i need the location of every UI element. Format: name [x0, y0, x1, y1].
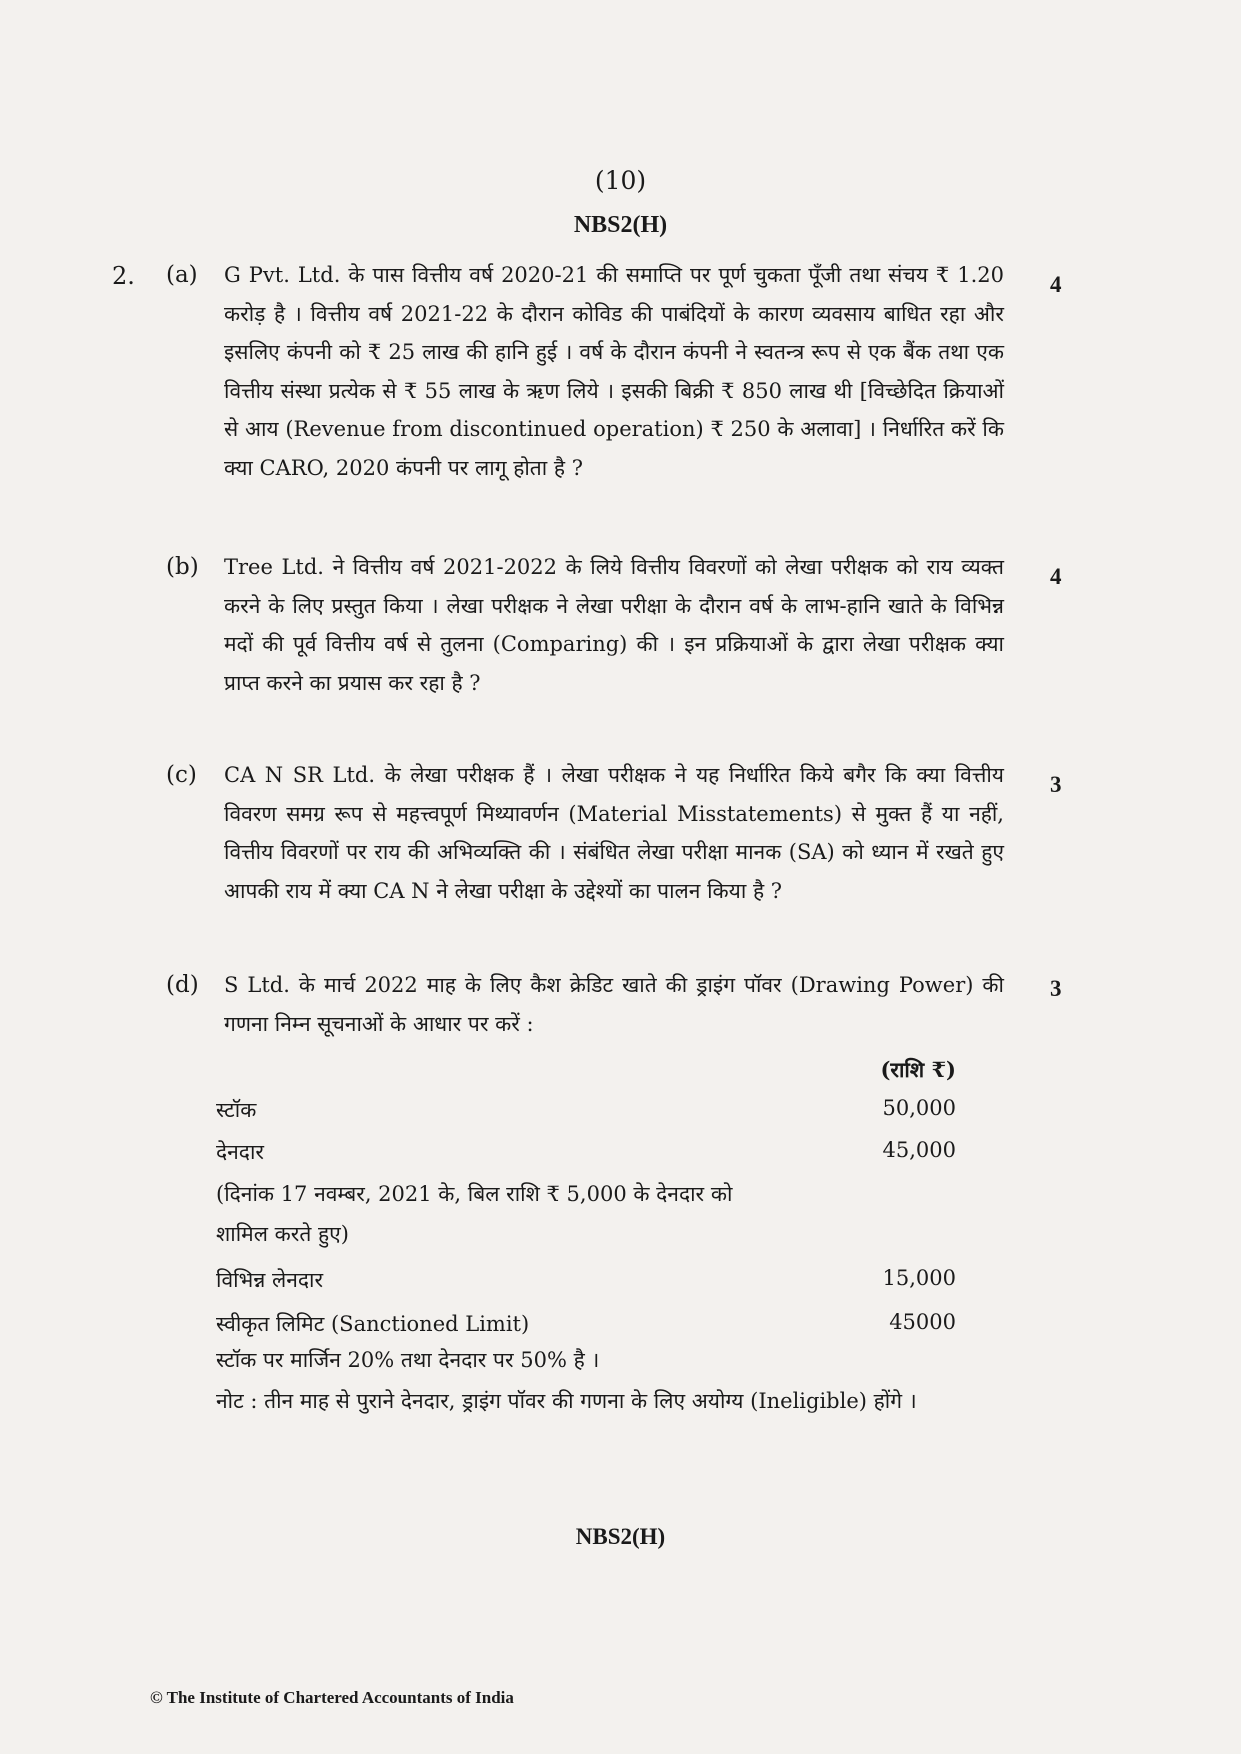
table-row — [216, 1138, 956, 1174]
part-text: G Pvt. Ltd. के पास वित्तीय वर्ष 2020-21 की समाप्ति पर पूर्ण चुकता पूँजी तथा संचय ₹ 1.20 करोड़ है । वित्तीय वर्ष 2021-22 के दौरान कोविड की पाबंदियों के कारण व्यवसाय बाधित रहा और इसलिए कंपनी को ₹ 25 लाख की हानि हुई । वर्ष के दौरान कंपनी ने स्वतन्त्र रूप से एक बैंक तथा एक वित्तीय संस्था प्रत्येक से ₹ 55 लाख के ऋण लिये । इसकी बिक्री ₹ 850 लाख थी [विच्छेदित क्रियाओं से आय (Revenue from discontinued operation) ₹ 250 के अलावा] । निर्धारित करें कि क्या CARO, 2020 कंपनी पर लागू होता है ? — [224, 263, 1004, 480]
debtors-label: देनदार — [216, 1140, 264, 1164]
table-header-row — [216, 1056, 956, 1092]
copyright-footer: © The Institute of Chartered Accountants of India — [150, 1688, 514, 1707]
limit-amount: 45000 — [889, 1310, 956, 1334]
part-text: Tree Ltd. ने वित्तीय वर्ष 2021-2022 के लिये वित्तीय विवरणों को लेखा परीक्षक को राय व्यक्त करने के लिए प्रस्तुत किया । लेखा परीक्षक ने लेखा परीक्षा के दौरान वर्ष के लाभ-हानि खाते के विभिन्न मदों की पूर्व वित्तीय वर्ष से तुलना (Comparing) की । इन प्रक्रियाओं के द्वारा लेखा परीक्षक क्या प्राप्त करने का प्रयास कर रहा है ? — [224, 555, 1004, 695]
page-number: (10) — [594, 166, 647, 195]
marks-d: 3 — [1050, 976, 1062, 1001]
part-label: (c) — [166, 762, 197, 788]
marks-b: 4 — [1050, 564, 1062, 589]
part-label: (d) — [166, 972, 199, 998]
paper-code-header: NBS2(H) — [573, 212, 668, 238]
marks-c: 3 — [1050, 772, 1062, 797]
debtors-amount: 45,000 — [882, 1138, 956, 1162]
part-label: (b) — [166, 554, 199, 580]
table-row — [216, 1266, 956, 1302]
note-text: नोट : तीन माह से पुराने देनदार, ड्राइंग पॉवर की गणना के लिए अयोग्य (Ineligible) होंगे । — [216, 1389, 917, 1413]
stock-amount: 50,000 — [882, 1096, 956, 1120]
creditors-amount: 15,000 — [882, 1266, 956, 1290]
debtors-note-line-2: शामिल करते हुए) — [216, 1222, 349, 1246]
drawing-power-table — [216, 1056, 956, 1356]
part-label: (a) — [166, 262, 198, 288]
margin-text: स्टॉक पर मार्जिन 20% तथा देनदार पर 50% है । — [216, 1348, 600, 1372]
limit-label: स्वीकृत लिमिट (Sanctioned Limit) — [216, 1312, 530, 1336]
creditors-label: विभिन्न लेनदार — [216, 1268, 324, 1292]
marks-a: 4 — [1050, 272, 1062, 297]
table-row — [216, 1096, 956, 1132]
stock-label: स्टॉक — [216, 1098, 257, 1122]
question-number: 2. — [112, 262, 135, 290]
table-row — [216, 1310, 956, 1346]
debtors-note-line-1: (दिनांक 17 नवम्बर, 2021 के, बिल राशि ₹ 5,000 के देनदार को — [216, 1182, 733, 1206]
amount-header: (राशि ₹) — [880, 1057, 956, 1082]
part-text: CA N SR Ltd. के लेखा परीक्षक हैं । लेखा परीक्षक ने यह निर्धारित किये बगैर कि क्या वित्तीय विवरण समग्र रूप से महत्त्वपूर्ण मिथ्यावर्णन (Material Misstatements) से मुक्त हैं या नहीं, वित्तीय विवरणों पर राय की अभिव्यक्ति की । संबंधित लेखा परीक्षा मानक (SA) को ध्यान में रखते हुए आपकी राय में क्या CA N ने लेखा परीक्षा के उद्देश्यों का पालन किया है ? — [224, 763, 1004, 903]
paper-code-footer: NBS2(H) — [575, 1524, 666, 1549]
part-text: S Ltd. के मार्च 2022 माह के लिए कैश क्रेडिट खाते की ड्राइंग पॉवर (Drawing Power) की गणना निम्न सूचनाओं के आधार पर करें : — [224, 973, 1004, 1036]
